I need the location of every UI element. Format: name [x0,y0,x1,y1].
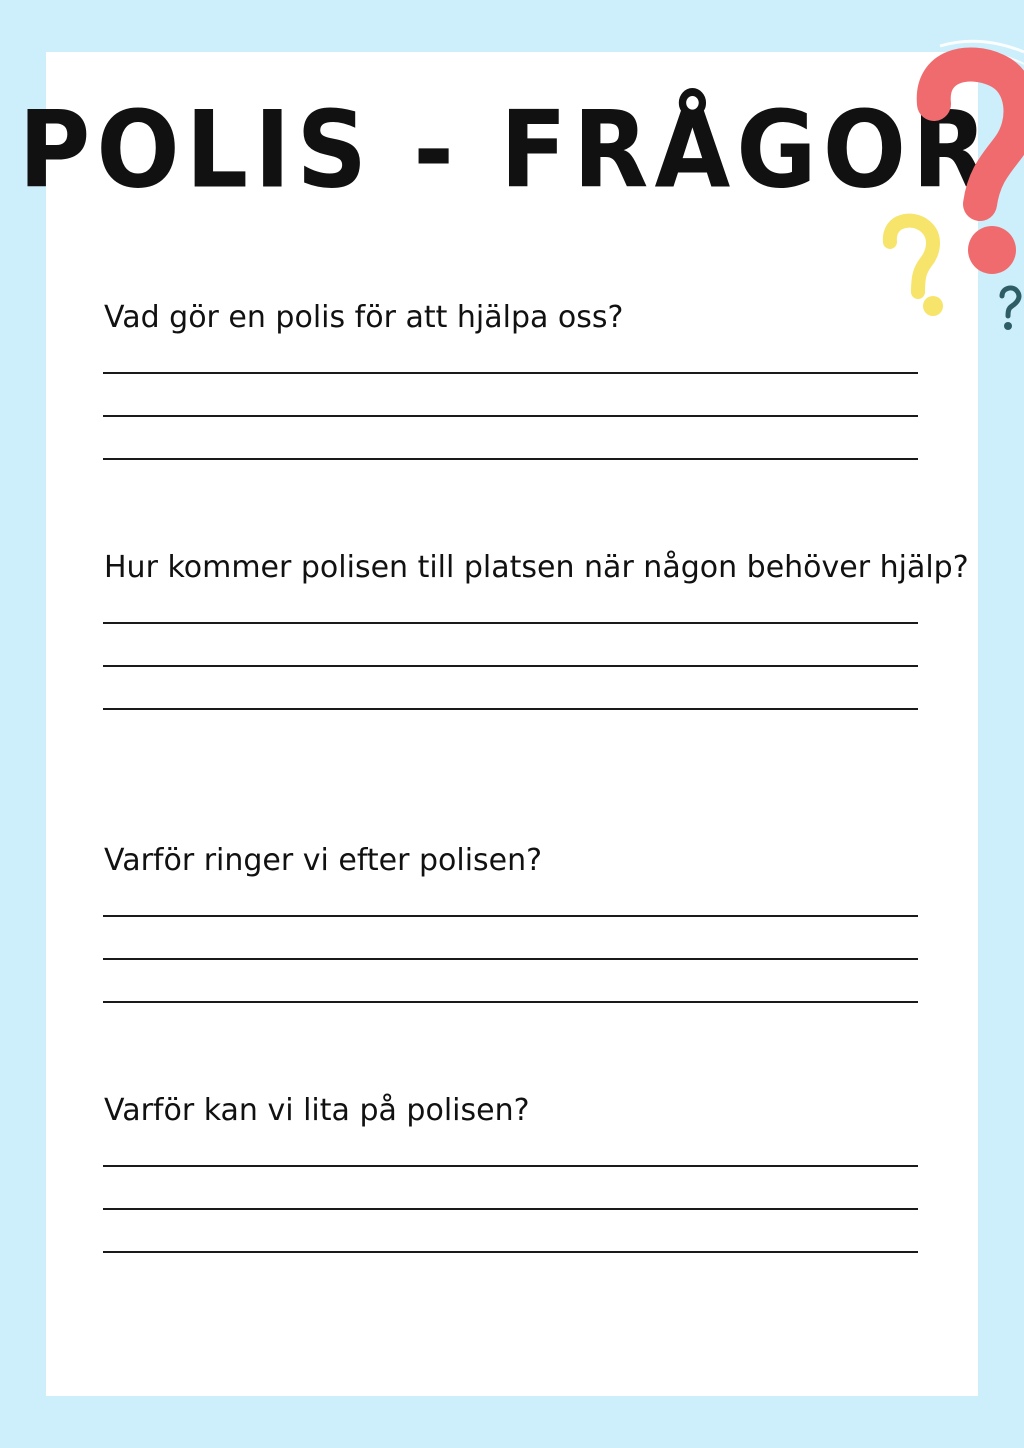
worksheet-sheet [46,52,978,1396]
answer-line[interactable] [103,372,918,374]
question-4: Varför kan vi lita på polisen? [104,1093,530,1128]
answer-line[interactable] [103,622,918,624]
answer-line[interactable] [103,1165,918,1167]
question-3: Varför ringer vi efter polisen? [104,843,543,878]
answer-line[interactable] [103,415,918,417]
page-title: POLIS - FRÅGOR [18,89,994,213]
question-mark-teal-icon [1002,288,1019,330]
answer-line[interactable] [103,1251,918,1253]
question-mark-red-icon [934,64,1021,274]
question-1: Vad gör en polis för att hjälpa oss? [104,300,624,335]
answer-line[interactable] [103,915,918,917]
answer-line[interactable] [103,958,918,960]
answer-line[interactable] [103,1001,918,1003]
question-2: Hur kommer polisen till platsen när någon behöver hjälp? [104,550,969,585]
question-marks-decoration [860,30,1024,350]
answer-line[interactable] [103,1208,918,1210]
answer-line[interactable] [103,458,918,460]
question-mark-yellow-icon [890,221,943,316]
answer-line[interactable] [103,665,918,667]
answer-line[interactable] [103,708,918,710]
